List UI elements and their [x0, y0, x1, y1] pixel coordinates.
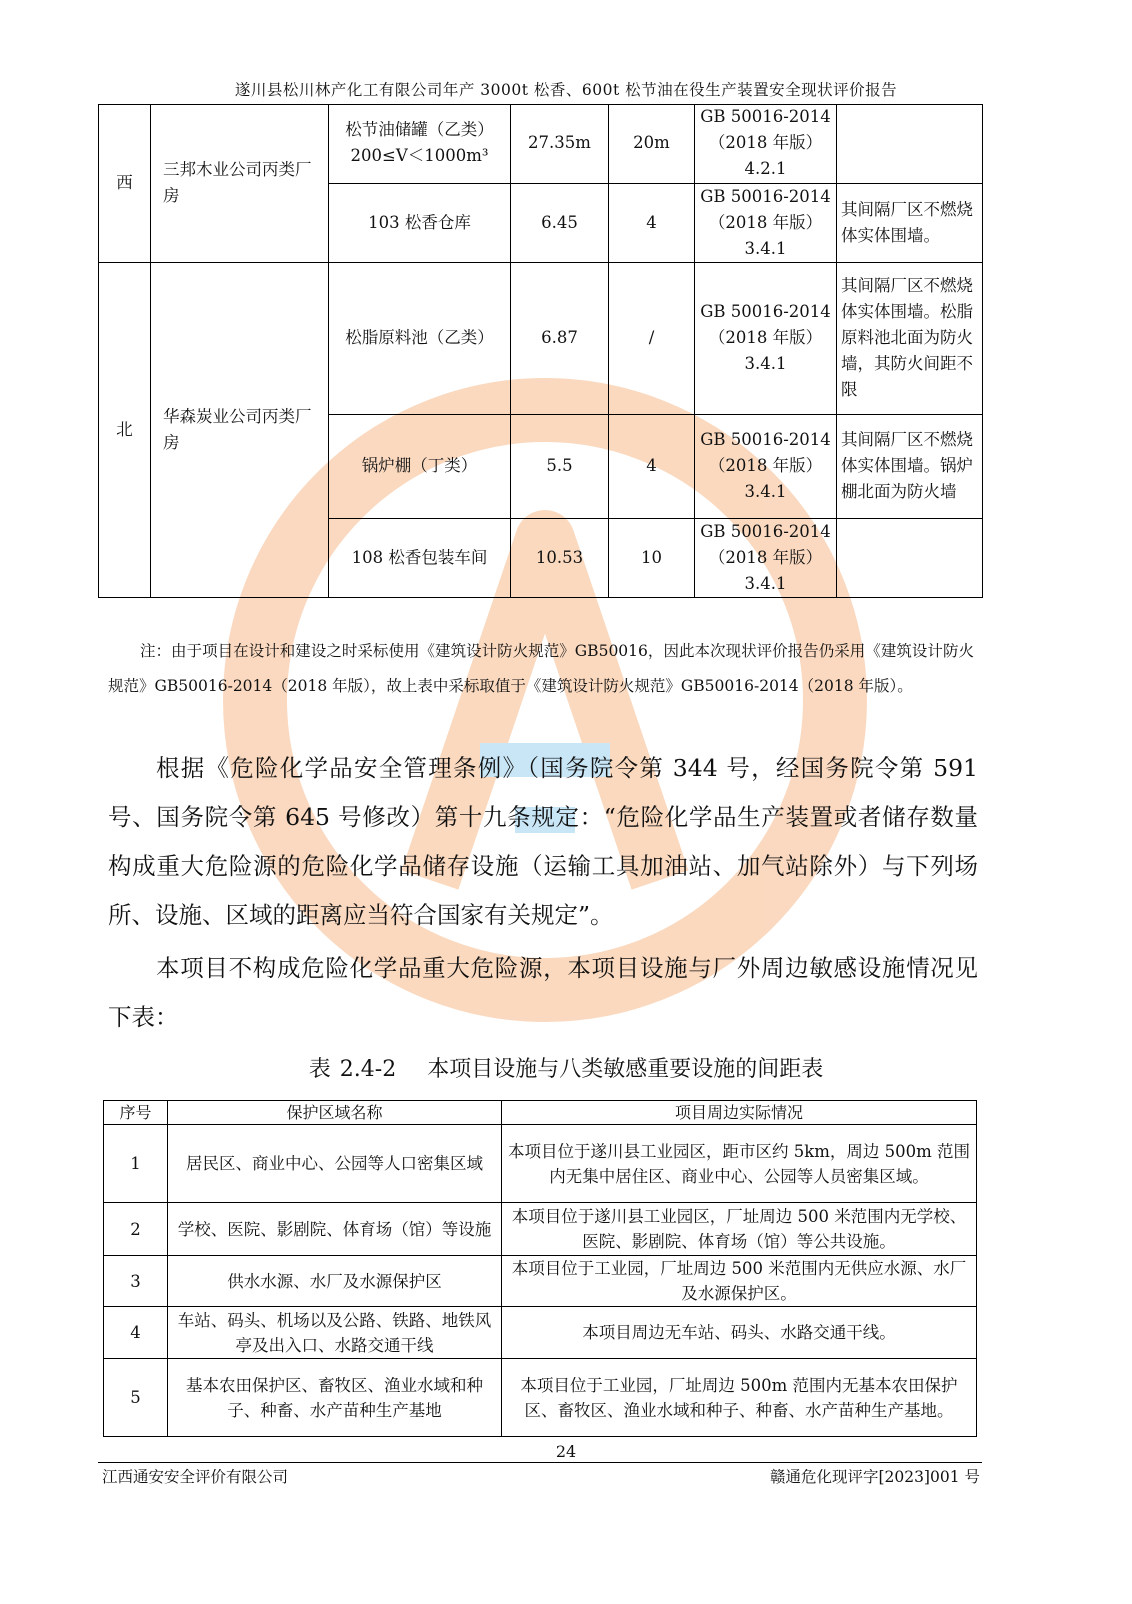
facility-cell: 103 松香仓库 [329, 183, 511, 262]
distance-table-continued [98, 104, 983, 598]
table-row [99, 104, 983, 183]
required-distance-cell: 10 [609, 518, 695, 597]
table-row [104, 1307, 977, 1359]
footer-rule [98, 1462, 982, 1463]
neighbor-cell: 华森炭业公司丙类厂房 [151, 262, 329, 597]
direction-cell: 西 [99, 104, 151, 262]
facility-cell: 松节油储罐（乙类）200≤V＜1000m³ [329, 104, 511, 183]
remark-cell: 其间隔厂区不燃烧体实体围墙。锅炉棚北面为防火墙 [837, 414, 983, 518]
basis-cell: GB 50016-2014（2018 年版）3.4.1 [695, 518, 837, 597]
situation-cell: 本项目周边无车站、码头、水路交通干线。 [502, 1307, 977, 1359]
page-header: 遂川县松川林产化工有限公司年产 3000t 松香、600t 松节油在役生产装置安全现状评价报告 [234, 81, 898, 99]
table-note: 注：由于项目在设计和建设之时采标使用《建筑设计防火规范》GB50016，因此本次现状评价报告仍采用《建筑设计防火规范》GB50016-2014（2018 年版），故上表中采标取值于《建筑设计防火规范》GB50016-2014（2018 年版）。 [108, 642, 974, 695]
area-cell: 供水水源、水厂及水源保护区 [168, 1256, 502, 1307]
actual-distance-cell: 6.45 [511, 183, 609, 262]
row-number-cell: 5 [104, 1359, 168, 1437]
column-header: 序号 [104, 1101, 168, 1125]
area-cell: 学校、医院、影剧院、体育场（馆）等设施 [168, 1203, 502, 1256]
neighbor-cell: 三邦木业公司丙类厂房 [151, 104, 329, 262]
direction-cell: 北 [99, 262, 151, 597]
facility-cell: 108 松香包装车间 [329, 518, 511, 597]
table-row [99, 262, 983, 414]
area-cell: 车站、码头、机场以及公路、铁路、地铁风亭及出入口、水路交通干线 [168, 1307, 502, 1359]
table-row [104, 1125, 977, 1203]
actual-distance-cell: 27.35m [511, 104, 609, 183]
table-caption: 表 2.4-2 本项目设施与八类敏感重要设施的间距表 [308, 1057, 824, 1082]
required-distance-cell: 4 [609, 183, 695, 262]
table-row [104, 1359, 977, 1437]
table-row [104, 1203, 977, 1256]
remark-cell: 其间隔厂区不燃烧体实体围墙。 [837, 183, 983, 262]
column-header: 保护区域名称 [168, 1101, 502, 1125]
situation-cell: 本项目位于遂川县工业园区，厂址周边 500 米范围内无学校、医院、影剧院、体育场（馆）等公共设施。 [502, 1203, 977, 1256]
remark-cell: 其间隔厂区不燃烧体实体围墙。松脂原料池北面为防火墙，其防火间距不限 [837, 262, 983, 414]
row-number-cell: 2 [104, 1203, 168, 1256]
basis-cell: GB 50016-2014（2018 年版）4.2.1 [695, 104, 837, 183]
column-header: 项目周边实际情况 [502, 1101, 977, 1125]
row-number-cell: 1 [104, 1125, 168, 1203]
actual-distance-cell: 5.5 [511, 414, 609, 518]
required-distance-cell: 20m [609, 104, 695, 183]
remark-cell [837, 518, 983, 597]
actual-distance-cell: 10.53 [511, 518, 609, 597]
row-number-cell: 4 [104, 1307, 168, 1359]
required-distance-cell: 4 [609, 414, 695, 518]
actual-distance-cell: 6.87 [511, 262, 609, 414]
body-paragraph: 根据《危险化学品安全管理条例》（国务院令第 344 号，经国务院令第 591 号、国务院令第 645 号修改）第十九条规定：“危险化学品生产装置或者储存数量构成重大危险源的危险化学品储存设施（运输工具加油站、加气站除外）与下列场所、设施、区域的距离应当符合国家有关规定”。 [108, 754, 978, 929]
facility-cell: 松脂原料池（乙类） [329, 262, 511, 414]
area-cell: 居民区、商业中心、公园等人口密集区域 [168, 1125, 502, 1203]
area-cell: 基本农田保护区、畜牧区、渔业水域和种子、种畜、水产苗种生产基地 [168, 1359, 502, 1437]
sensitive-facilities-table [103, 1100, 977, 1437]
row-number-cell: 3 [104, 1256, 168, 1307]
remark-cell [837, 104, 983, 183]
footer-company: 江西通安安全评价有限公司 [102, 1468, 289, 1486]
situation-cell: 本项目位于工业园，厂址周边 500 米范围内无供应水源、水厂及水源保护区。 [502, 1256, 977, 1307]
footer-doc-number: 赣通危化现评字[2023]001 号 [769, 1468, 980, 1486]
required-distance-cell: / [609, 262, 695, 414]
body-paragraph: 本项目不构成危险化学品重大危险源，本项目设施与厂外周边敏感设施情况见下表： [108, 954, 978, 1031]
table-row [104, 1256, 977, 1307]
facility-cell: 锅炉棚（丁类） [329, 414, 511, 518]
situation-cell: 本项目位于遂川县工业园区，距市区约 5km，周边 500m 范围内无集中居住区、商业中心、公园等人员密集区域。 [502, 1125, 977, 1203]
basis-cell: GB 50016-2014（2018 年版）3.4.1 [695, 183, 837, 262]
page-number: 24 [555, 1442, 577, 1461]
table-header-row [104, 1101, 977, 1125]
basis-cell: GB 50016-2014（2018 年版）3.4.1 [695, 262, 837, 414]
situation-cell: 本项目位于工业园，厂址周边 500m 范围内无基本农田保护区、畜牧区、渔业水域和种子、种畜、水产苗种生产基地。 [502, 1359, 977, 1437]
basis-cell: GB 50016-2014（2018 年版）3.4.1 [695, 414, 837, 518]
